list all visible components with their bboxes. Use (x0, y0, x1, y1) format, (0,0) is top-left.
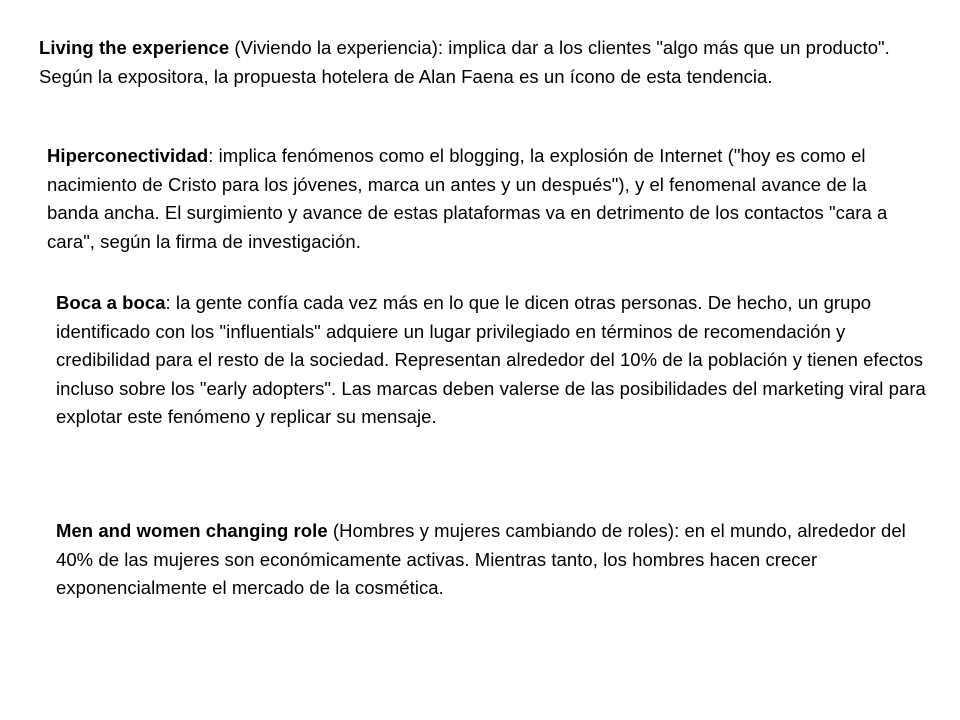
paragraph-living-the-experience (39, 34, 909, 91)
body-men-and-women-changing-role: (Hombres y mujeres cambiando de roles): en el mundo, alrededor del 40% de las mujeres son económicamente activas. Mientras tanto, los hombres hacen crecer exponencialmente el mercado de la cosmética. (56, 520, 906, 598)
body-boca-a-boca: : la gente confía cada vez más en lo que le dicen otras personas. De hecho, un grupo identificado con los "influentials" adquiere un lugar privilegiado en términos de recomendación y credibilidad para el resto de la sociedad. Representan alrededor del 10% de la población y tienen efectos incluso sobre los "early adopters". Las marcas deben valerse de las posibilidades del marketing viral para explotar este fenómeno y replicar su mensaje. (56, 292, 926, 427)
paragraph-men-and-women-changing-role (56, 517, 926, 603)
body-living-the-experience: (Viviendo la experiencia): implica dar a los clientes "algo más que un producto". Según la expositora, la propuesta hotelera de Alan Faena es un ícono de esta tendencia. (39, 37, 890, 87)
paragraph-boca-a-boca (56, 289, 926, 432)
body-hiperconectividad: : implica fenómenos como el blogging, la explosión de Internet ("hoy es como el nacimiento de Cristo para los jóvenes, marca un antes y un después"), y el fenomenal avance de la banda ancha. El surgimiento y avance de estas plataformas va en detrimento de los contactos "cara a cara", según la firma de investigación. (47, 145, 888, 252)
term-hiperconectividad: Hiperconectividad (47, 145, 209, 166)
paragraph-hiperconectividad (47, 142, 917, 256)
term-living-the-experience: Living the experience (39, 37, 230, 58)
term-boca-a-boca: Boca a boca (56, 292, 166, 313)
term-men-and-women-changing-role: Men and women changing role (56, 520, 328, 541)
